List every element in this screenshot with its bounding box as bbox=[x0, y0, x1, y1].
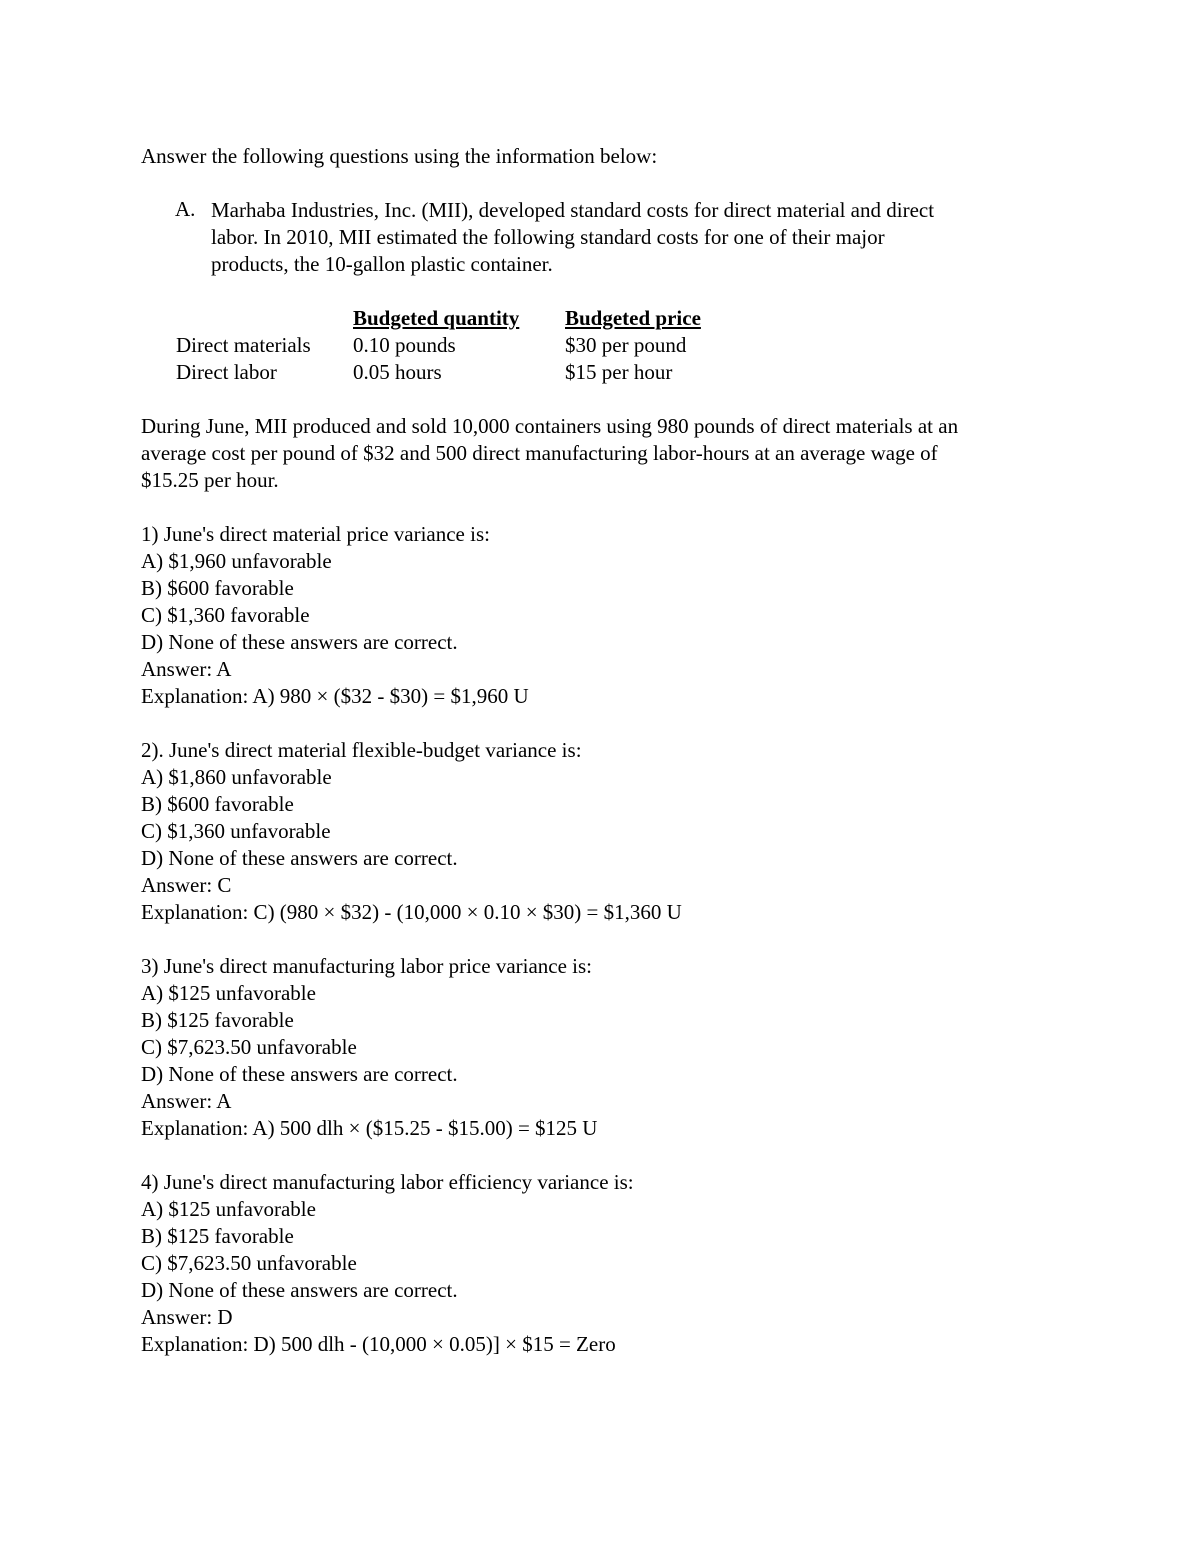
explanation: Explanation: A) 500 dlh × ($15.25 - $15.00) = $125 U bbox=[141, 1116, 598, 1140]
item-a-line: Marhaba Industries, Inc. (MII), developed standard costs for direct material and direct bbox=[211, 198, 935, 222]
answer-option: D) None of these answers are correct. bbox=[141, 1278, 458, 1302]
answer-option: C) $1,360 favorable bbox=[141, 603, 310, 627]
explanation: Explanation: A) 980 × ($32 - $30) = $1,960 U bbox=[141, 684, 529, 708]
answer-option: A) $1,860 unfavorable bbox=[141, 765, 332, 789]
answer-key: Answer: A bbox=[141, 1089, 232, 1113]
question-text: 4) June's direct manufacturing labor efficiency variance is: bbox=[141, 1170, 634, 1194]
table-cell: Direct labor bbox=[176, 360, 277, 384]
answer-option: A) $1,960 unfavorable bbox=[141, 549, 332, 573]
answer-option: A) $125 unfavorable bbox=[141, 1197, 316, 1221]
document-page bbox=[141, 143, 1071, 1358]
item-a bbox=[141, 197, 1071, 278]
table-header-cell: Budgeted quantity bbox=[353, 306, 520, 330]
answer-option: B) $125 favorable bbox=[141, 1224, 294, 1248]
table-cell: $30 per pound bbox=[565, 333, 687, 357]
answer-option: D) None of these answers are correct. bbox=[141, 630, 458, 654]
answer-option: D) None of these answers are correct. bbox=[141, 846, 458, 870]
intro-text: Answer the following questions using the information below: bbox=[141, 144, 658, 168]
answer-option: B) $600 favorable bbox=[141, 576, 294, 600]
answer-key: Answer: D bbox=[141, 1305, 233, 1329]
question-text: 3) June's direct manufacturing labor price variance is: bbox=[141, 954, 593, 978]
answer-option: D) None of these answers are correct. bbox=[141, 1062, 458, 1086]
answer-key: Answer: A bbox=[141, 657, 232, 681]
table-row bbox=[176, 359, 1071, 386]
table-cell: $15 per hour bbox=[565, 360, 673, 384]
table-header-row bbox=[176, 305, 1071, 332]
question-block bbox=[141, 521, 1071, 710]
answer-option: C) $7,623.50 unfavorable bbox=[141, 1251, 357, 1275]
table-row bbox=[176, 332, 1071, 359]
answer-option: B) $125 favorable bbox=[141, 1008, 294, 1032]
question-block bbox=[141, 1169, 1071, 1358]
answer-key: Answer: C bbox=[141, 873, 232, 897]
standard-cost-table bbox=[176, 305, 1071, 386]
item-a-line: labor. In 2010, MII estimated the following standard costs for one of their major bbox=[211, 225, 885, 249]
table-header-cell: Budgeted price bbox=[565, 306, 701, 330]
item-a-line: products, the 10-gallon plastic container. bbox=[211, 252, 553, 276]
explanation: Explanation: C) (980 × $32) - (10,000 × 0.10 × $30) = $1,360 U bbox=[141, 900, 682, 924]
question-text: 1) June's direct material price variance is: bbox=[141, 522, 490, 546]
table-cell: Direct materials bbox=[176, 333, 311, 357]
paragraph-line: $15.25 per hour. bbox=[141, 468, 279, 492]
paragraph-line: average cost per pound of $32 and 500 direct manufacturing labor-hours at an average wage of bbox=[141, 441, 938, 465]
answer-option: C) $7,623.50 unfavorable bbox=[141, 1035, 357, 1059]
item-a-marker: A. bbox=[175, 197, 196, 221]
scenario-paragraph bbox=[141, 413, 1071, 494]
answer-option: A) $125 unfavorable bbox=[141, 981, 316, 1005]
explanation: Explanation: D) 500 dlh - (10,000 × 0.05)] × $15 = Zero bbox=[141, 1332, 616, 1356]
question-text: 2). June's direct material flexible-budget variance is: bbox=[141, 738, 582, 762]
paragraph-line: During June, MII produced and sold 10,000 containers using 980 pounds of direct materials at an bbox=[141, 414, 959, 438]
answer-option: B) $600 favorable bbox=[141, 792, 294, 816]
table-cell: 0.10 pounds bbox=[353, 333, 456, 357]
answer-option: C) $1,360 unfavorable bbox=[141, 819, 331, 843]
table-cell: 0.05 hours bbox=[353, 360, 442, 384]
question-block bbox=[141, 737, 1071, 926]
question-block bbox=[141, 953, 1071, 1142]
